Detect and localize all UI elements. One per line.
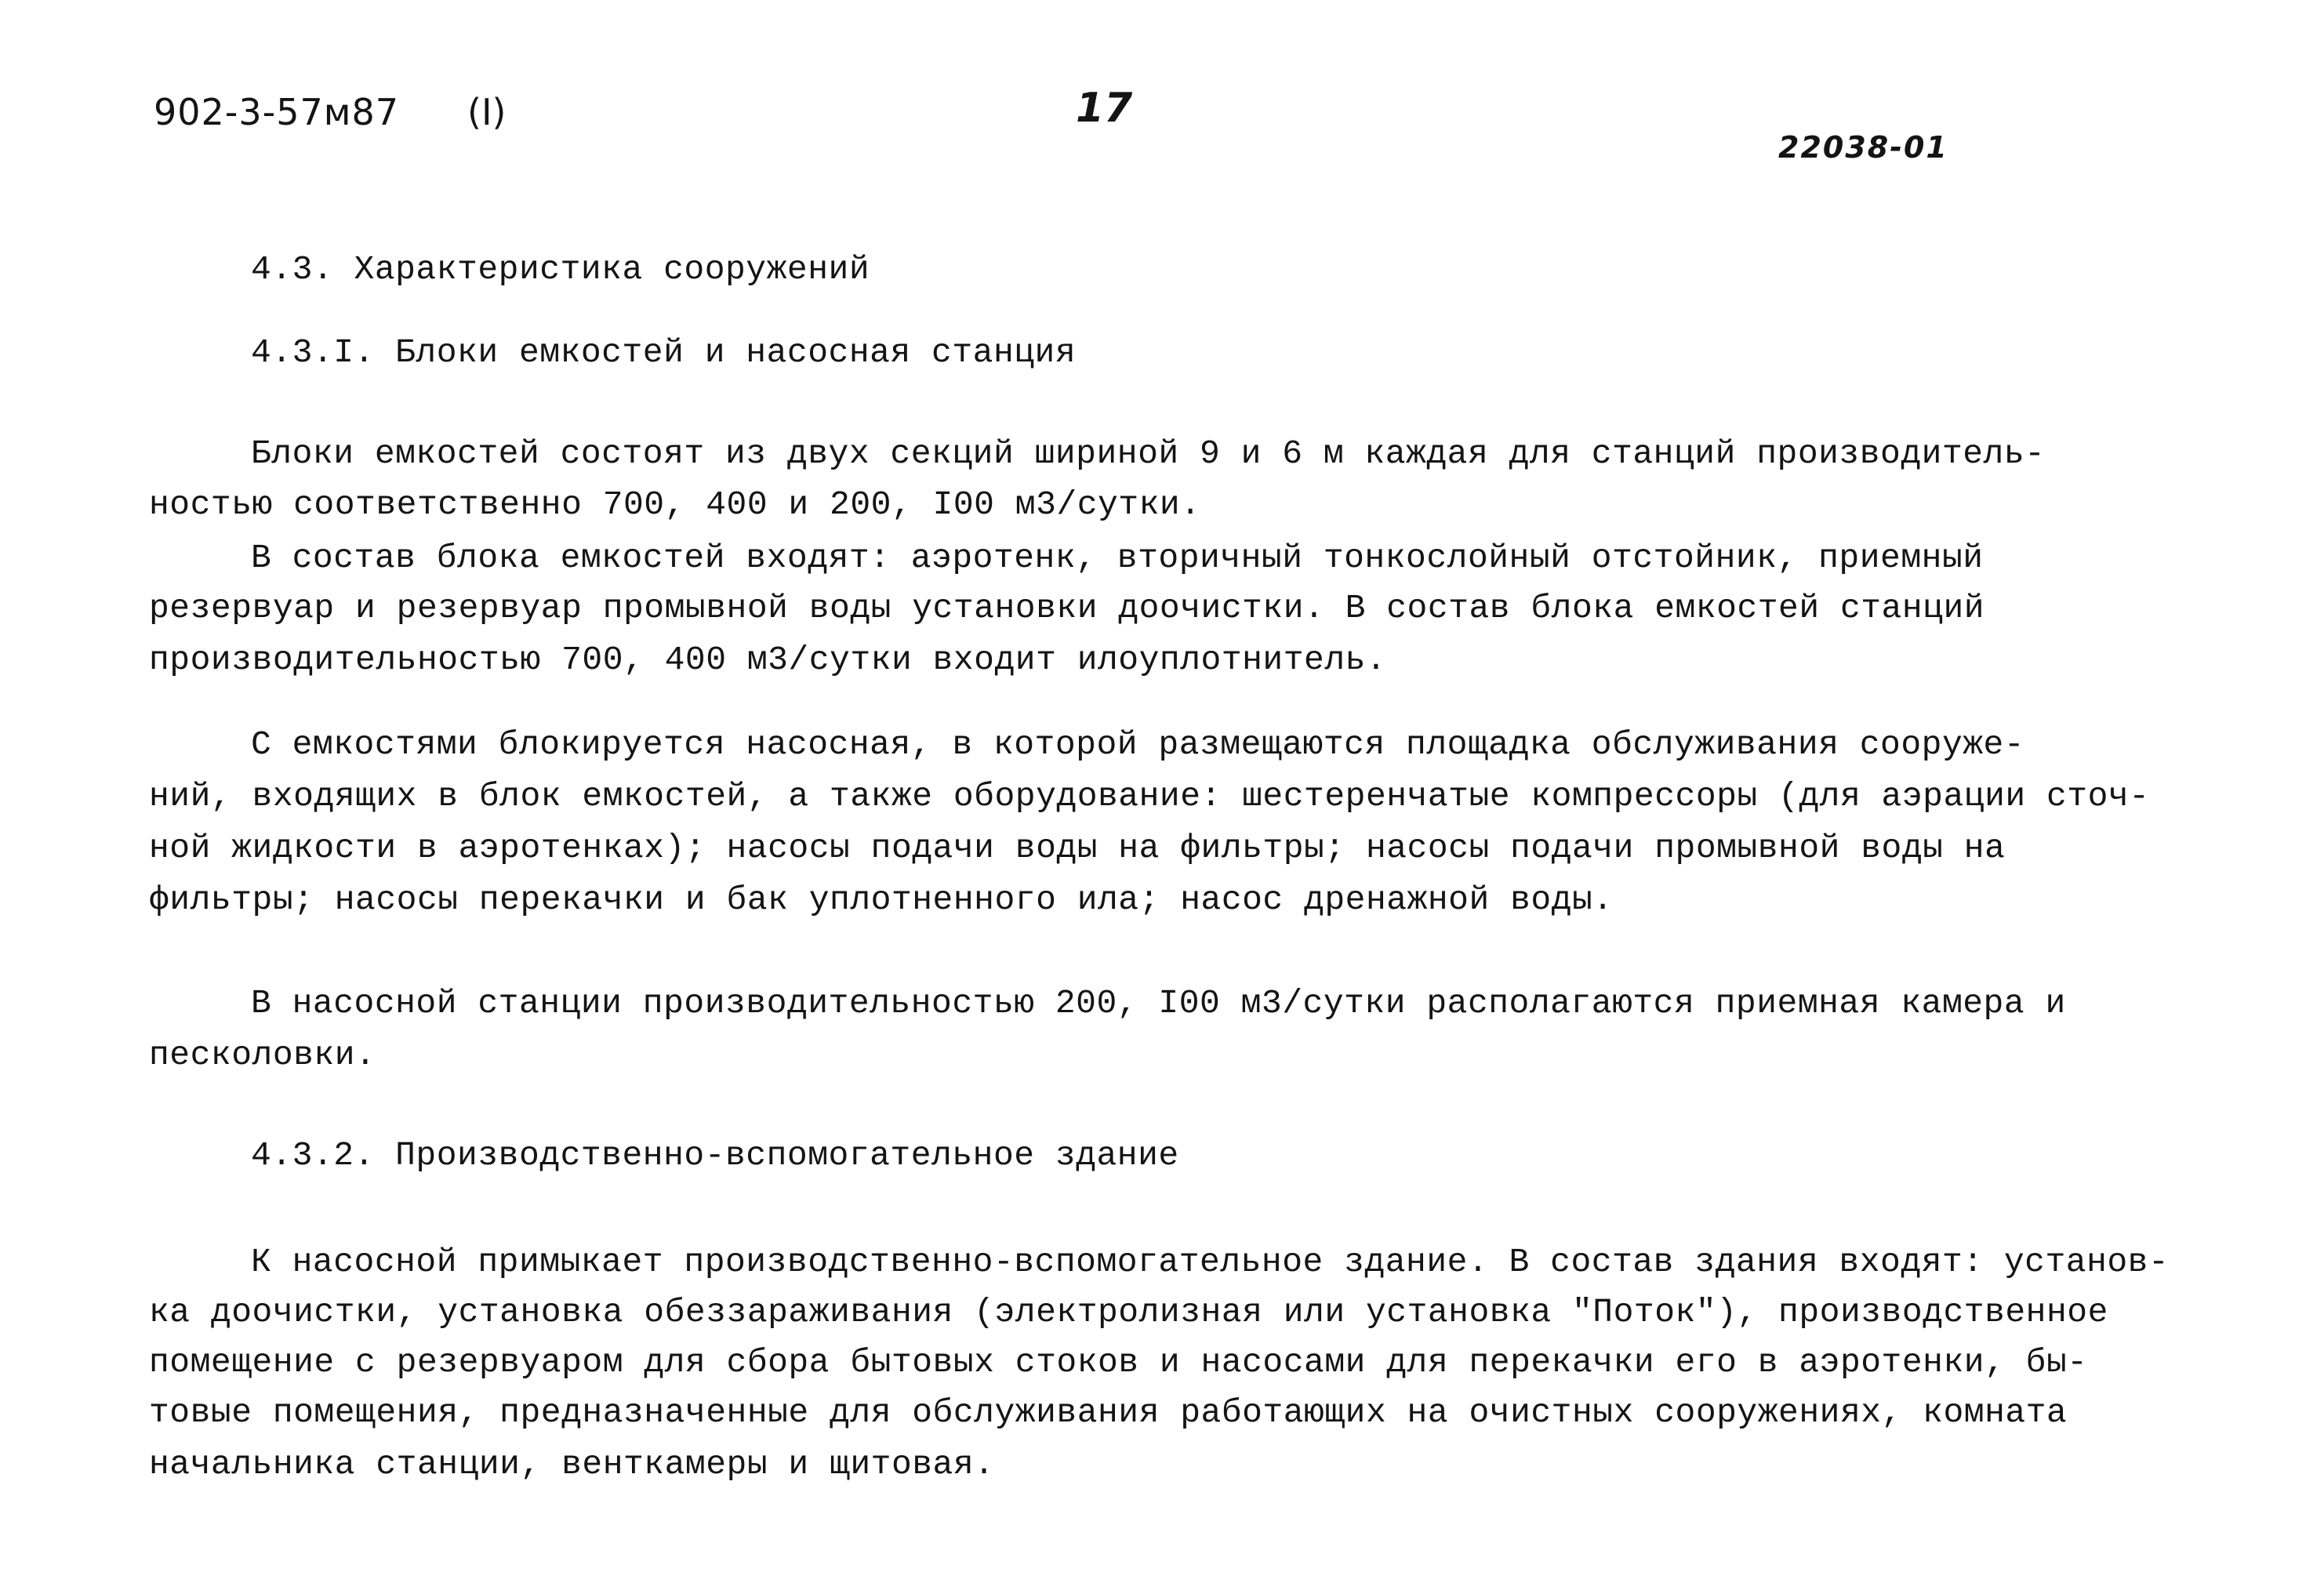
inventory-number: 22038-01 bbox=[1778, 130, 1948, 165]
paragraph-line: ной жидкости в аэротенках); насосы подачи воды на фильтры; насосы подачи промывной воды на bbox=[149, 829, 2006, 867]
sheet-part: (I) bbox=[467, 91, 507, 133]
paragraph-line: С емкостями блокируется насосная, в которой размещаются площадка обслуживания сооруже- bbox=[251, 725, 2025, 764]
section-heading: 4.3. Характеристика сооружений bbox=[251, 250, 870, 289]
subsection-heading-2: 4.3.2. Производственно-вспомогательное здание bbox=[251, 1136, 1179, 1175]
paragraph-line: Блоки емкостей состоят из двух секций шириной 9 и 6 м каждая для станций производитель- bbox=[251, 434, 2046, 473]
subsection-heading-1: 4.3.I. Блоки емкостей и насосная станция bbox=[251, 333, 1077, 372]
paragraph-line: товые помещения, предназначенные для обслуживания работающих на очистных сооружениях, комната bbox=[149, 1393, 2068, 1432]
paragraph-line: резервуар и резервуар промывной воды установки доочистки. В состав блока емкостей станций bbox=[149, 589, 1985, 627]
paragraph-line: ний, входящих в блок емкостей, а также оборудование: шестеренчатые компрессоры (для аэрации сточ- bbox=[149, 777, 2150, 815]
paragraph-line: ностью соответственно 700, 400 и 200, I00 м3/сутки. bbox=[149, 485, 1201, 524]
paragraph-line: В состав блока емкостей входят: аэротенк, вторичный тонкослойный отстойник, приемный bbox=[251, 539, 1984, 577]
paragraph-line: начальника станции, венткамеры и щитовая. bbox=[149, 1445, 995, 1483]
paragraph-line: песколовки. bbox=[149, 1036, 376, 1074]
page-number: 17 bbox=[1076, 85, 1133, 132]
document-code: 902-3-57м87 bbox=[154, 91, 400, 133]
paragraph-line: фильтры; насосы перекачки и бак уплотненного ила; насос дренажной воды. bbox=[149, 880, 1614, 919]
paragraph-line: помещение с резервуаром для сбора бытовых стоков и насосами для перекачки его в аэротенки, бы- bbox=[149, 1343, 2088, 1381]
paragraph-line: ка доочистки, установка обеззараживания (электролизная или установка "Поток"), производственное bbox=[149, 1293, 2108, 1331]
paragraph-line: В насосной станции производительностью 200, I00 м3/сутки располагаются приемная камера и bbox=[251, 984, 2066, 1022]
paragraph-line: производительностью 700, 400 м3/сутки входит илоуплотнитель. bbox=[149, 641, 1387, 679]
paragraph-line: К насосной примыкает производственно-вспомогательное здание. В состав здания входят: установ- bbox=[251, 1243, 2170, 1281]
